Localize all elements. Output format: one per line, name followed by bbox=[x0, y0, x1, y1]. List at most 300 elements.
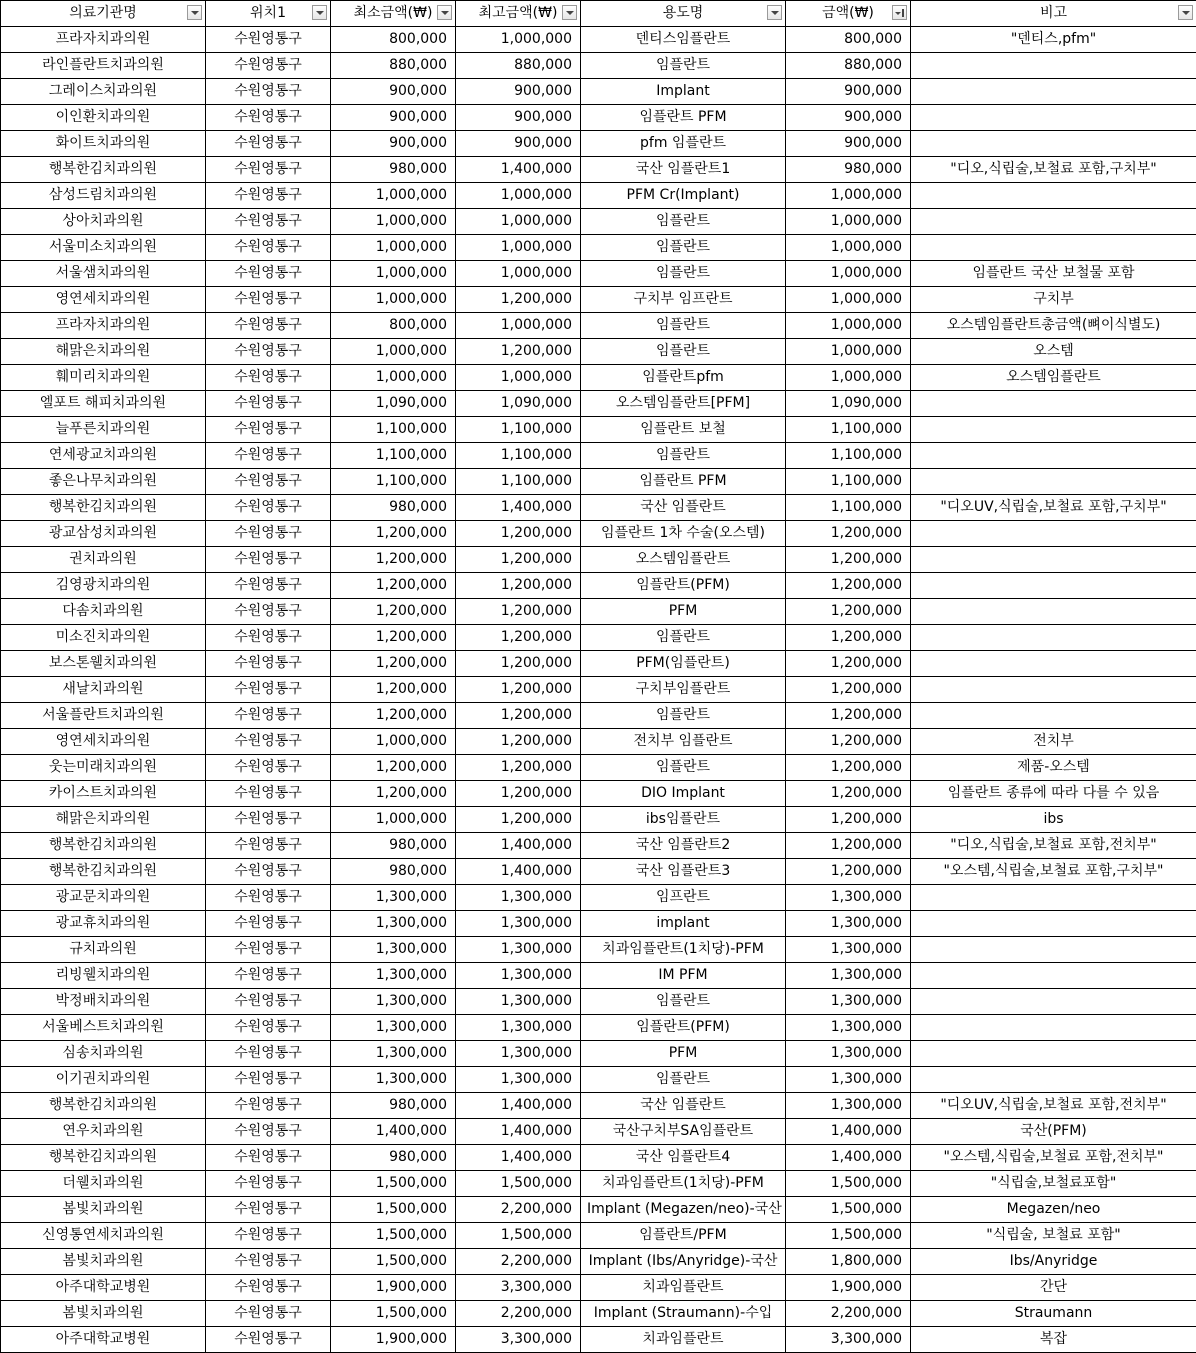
usage-name-cell[interactable]: 오스템임플란트[PFM] bbox=[581, 391, 786, 417]
facility-name-cell[interactable]: 영연세치과의원 bbox=[1, 729, 206, 755]
remarks-cell[interactable] bbox=[911, 443, 1196, 469]
facility-name-cell[interactable]: 리빙웰치과의원 bbox=[1, 963, 206, 989]
facility-name-cell[interactable]: 서울베스트치과의원 bbox=[1, 1015, 206, 1041]
remarks-cell[interactable]: "디오UV,식립술,보철료 포함,구치부" bbox=[911, 495, 1196, 521]
max-price-cell[interactable]: 1,300,000 bbox=[456, 885, 581, 911]
usage-name-cell[interactable]: 국산 임플란트4 bbox=[581, 1145, 786, 1171]
max-price-cell[interactable]: 1,400,000 bbox=[456, 859, 581, 885]
remarks-cell[interactable] bbox=[911, 521, 1196, 547]
amount-cell[interactable]: 1,200,000 bbox=[786, 755, 911, 781]
usage-name-cell[interactable]: 임플란트 bbox=[581, 989, 786, 1015]
min-price-cell[interactable]: 1,200,000 bbox=[331, 651, 456, 677]
facility-name-cell[interactable]: 프라자치과의원 bbox=[1, 313, 206, 339]
max-price-cell[interactable]: 1,300,000 bbox=[456, 911, 581, 937]
usage-name-cell[interactable]: DIO Implant bbox=[581, 781, 786, 807]
usage-name-cell[interactable]: 덴티스임플란트 bbox=[581, 27, 786, 53]
max-price-cell[interactable]: 1,090,000 bbox=[456, 391, 581, 417]
location-cell[interactable]: 수원영통구 bbox=[206, 313, 331, 339]
max-price-cell[interactable]: 1,100,000 bbox=[456, 469, 581, 495]
min-price-cell[interactable]: 1,300,000 bbox=[331, 1041, 456, 1067]
location-cell[interactable]: 수원영통구 bbox=[206, 235, 331, 261]
usage-name-cell[interactable]: 임플란트 bbox=[581, 313, 786, 339]
min-price-cell[interactable]: 1,300,000 bbox=[331, 937, 456, 963]
max-price-cell[interactable]: 1,200,000 bbox=[456, 729, 581, 755]
max-price-cell[interactable]: 1,200,000 bbox=[456, 625, 581, 651]
usage-name-cell[interactable]: 임플란트 bbox=[581, 443, 786, 469]
amount-cell[interactable]: 1,400,000 bbox=[786, 1119, 911, 1145]
filter-button-facility-name[interactable] bbox=[187, 5, 202, 20]
max-price-cell[interactable]: 1,400,000 bbox=[456, 1093, 581, 1119]
usage-name-cell[interactable]: 국산 임플란트2 bbox=[581, 833, 786, 859]
facility-name-cell[interactable]: 서울미소치과의원 bbox=[1, 235, 206, 261]
min-price-cell[interactable]: 1,090,000 bbox=[331, 391, 456, 417]
amount-cell[interactable]: 1,200,000 bbox=[786, 521, 911, 547]
location-cell[interactable]: 수원영통구 bbox=[206, 651, 331, 677]
usage-name-cell[interactable]: 치과임플란트 bbox=[581, 1275, 786, 1301]
min-price-cell[interactable]: 980,000 bbox=[331, 833, 456, 859]
remarks-cell[interactable]: 국산(PFM) bbox=[911, 1119, 1196, 1145]
remarks-cell[interactable] bbox=[911, 417, 1196, 443]
min-price-cell[interactable]: 1,200,000 bbox=[331, 521, 456, 547]
min-price-cell[interactable]: 1,300,000 bbox=[331, 885, 456, 911]
min-price-cell[interactable]: 1,200,000 bbox=[331, 781, 456, 807]
usage-name-cell[interactable]: 임플란트(PFM) bbox=[581, 1015, 786, 1041]
facility-name-cell[interactable]: 라인플란트치과의원 bbox=[1, 53, 206, 79]
remarks-cell[interactable] bbox=[911, 1067, 1196, 1093]
location-cell[interactable]: 수원영통구 bbox=[206, 339, 331, 365]
remarks-cell[interactable]: "디오,식립술,보철료 포함,전치부" bbox=[911, 833, 1196, 859]
remarks-cell[interactable]: 임플란트 국산 보철물 포함 bbox=[911, 261, 1196, 287]
usage-name-cell[interactable]: 국산 임플란트 bbox=[581, 495, 786, 521]
facility-name-cell[interactable]: 봄빛치과의원 bbox=[1, 1249, 206, 1275]
remarks-cell[interactable]: "디오,식립술,보철료 포함,구치부" bbox=[911, 157, 1196, 183]
max-price-cell[interactable]: 2,200,000 bbox=[456, 1249, 581, 1275]
max-price-cell[interactable]: 3,300,000 bbox=[456, 1327, 581, 1353]
min-price-cell[interactable]: 1,200,000 bbox=[331, 573, 456, 599]
facility-name-cell[interactable]: 행복한김치과의원 bbox=[1, 157, 206, 183]
usage-name-cell[interactable]: 국산구치부SA임플란트 bbox=[581, 1119, 786, 1145]
usage-name-cell[interactable]: 임플란트 bbox=[581, 261, 786, 287]
usage-name-cell[interactable]: PFM Cr(Implant) bbox=[581, 183, 786, 209]
min-price-cell[interactable]: 980,000 bbox=[331, 1093, 456, 1119]
max-price-cell[interactable]: 1,000,000 bbox=[456, 209, 581, 235]
usage-name-cell[interactable]: implant bbox=[581, 911, 786, 937]
facility-name-cell[interactable]: 행복한김치과의원 bbox=[1, 859, 206, 885]
remarks-cell[interactable] bbox=[911, 885, 1196, 911]
amount-cell[interactable]: 1,200,000 bbox=[786, 599, 911, 625]
max-price-cell[interactable]: 1,500,000 bbox=[456, 1171, 581, 1197]
facility-name-cell[interactable]: 새날치과의원 bbox=[1, 677, 206, 703]
location-cell[interactable]: 수원영통구 bbox=[206, 1015, 331, 1041]
amount-cell[interactable]: 1,090,000 bbox=[786, 391, 911, 417]
location-cell[interactable]: 수원영통구 bbox=[206, 469, 331, 495]
location-cell[interactable]: 수원영통구 bbox=[206, 859, 331, 885]
amount-cell[interactable]: 1,000,000 bbox=[786, 287, 911, 313]
max-price-cell[interactable]: 1,000,000 bbox=[456, 365, 581, 391]
usage-name-cell[interactable]: 국산 임플란트 bbox=[581, 1093, 786, 1119]
max-price-cell[interactable]: 1,400,000 bbox=[456, 833, 581, 859]
amount-cell[interactable]: 1,200,000 bbox=[786, 833, 911, 859]
amount-cell[interactable]: 1,300,000 bbox=[786, 1041, 911, 1067]
remarks-cell[interactable] bbox=[911, 963, 1196, 989]
facility-name-cell[interactable]: 서울샘치과의원 bbox=[1, 261, 206, 287]
amount-cell[interactable]: 2,200,000 bbox=[786, 1301, 911, 1327]
facility-name-cell[interactable]: 해맑은치과의원 bbox=[1, 807, 206, 833]
location-cell[interactable]: 수원영통구 bbox=[206, 1145, 331, 1171]
amount-cell[interactable]: 800,000 bbox=[786, 27, 911, 53]
remarks-cell[interactable]: "오스템,식립술,보철료 포함,구치부" bbox=[911, 859, 1196, 885]
amount-cell[interactable]: 1,200,000 bbox=[786, 677, 911, 703]
remarks-cell[interactable]: 오스템 bbox=[911, 339, 1196, 365]
facility-name-cell[interactable]: 훼미리치과의원 bbox=[1, 365, 206, 391]
filter-button-amount[interactable] bbox=[892, 5, 907, 20]
facility-name-cell[interactable]: 보스톤웰치과의원 bbox=[1, 651, 206, 677]
min-price-cell[interactable]: 1,200,000 bbox=[331, 547, 456, 573]
max-price-cell[interactable]: 2,200,000 bbox=[456, 1301, 581, 1327]
facility-name-cell[interactable]: 김영광치과의원 bbox=[1, 573, 206, 599]
amount-cell[interactable]: 1,300,000 bbox=[786, 1015, 911, 1041]
remarks-cell[interactable] bbox=[911, 703, 1196, 729]
usage-name-cell[interactable]: pfm 임플란트 bbox=[581, 131, 786, 157]
location-cell[interactable]: 수원영통구 bbox=[206, 1275, 331, 1301]
amount-cell[interactable]: 1,200,000 bbox=[786, 651, 911, 677]
facility-name-cell[interactable]: 광교삼성치과의원 bbox=[1, 521, 206, 547]
location-cell[interactable]: 수원영통구 bbox=[206, 963, 331, 989]
usage-name-cell[interactable]: 임플란트 bbox=[581, 53, 786, 79]
location-cell[interactable]: 수원영통구 bbox=[206, 781, 331, 807]
facility-name-cell[interactable]: 엘포트 해피치과의원 bbox=[1, 391, 206, 417]
remarks-cell[interactable]: Megazen/neo bbox=[911, 1197, 1196, 1223]
remarks-cell[interactable] bbox=[911, 547, 1196, 573]
facility-name-cell[interactable]: 해맑은치과의원 bbox=[1, 339, 206, 365]
usage-name-cell[interactable]: Implant (Ibs/Anyridge)-국산 bbox=[581, 1249, 786, 1275]
min-price-cell[interactable]: 1,100,000 bbox=[331, 469, 456, 495]
amount-cell[interactable]: 900,000 bbox=[786, 79, 911, 105]
amount-cell[interactable]: 1,000,000 bbox=[786, 339, 911, 365]
usage-name-cell[interactable]: 오스템임플란트 bbox=[581, 547, 786, 573]
max-price-cell[interactable]: 1,000,000 bbox=[456, 235, 581, 261]
max-price-cell[interactable]: 1,400,000 bbox=[456, 157, 581, 183]
usage-name-cell[interactable]: 임플란트 bbox=[581, 339, 786, 365]
usage-name-cell[interactable]: 임플란트 bbox=[581, 625, 786, 651]
facility-name-cell[interactable]: 이인환치과의원 bbox=[1, 105, 206, 131]
min-price-cell[interactable]: 1,200,000 bbox=[331, 703, 456, 729]
max-price-cell[interactable]: 1,200,000 bbox=[456, 599, 581, 625]
max-price-cell[interactable]: 2,200,000 bbox=[456, 1197, 581, 1223]
usage-name-cell[interactable]: ibs임플란트 bbox=[581, 807, 786, 833]
remarks-cell[interactable] bbox=[911, 989, 1196, 1015]
facility-name-cell[interactable]: 연우치과의원 bbox=[1, 1119, 206, 1145]
usage-name-cell[interactable]: 임플란트 1차 수술(오스템) bbox=[581, 521, 786, 547]
location-cell[interactable]: 수원영통구 bbox=[206, 807, 331, 833]
max-price-cell[interactable]: 1,200,000 bbox=[456, 677, 581, 703]
location-cell[interactable]: 수원영통구 bbox=[206, 547, 331, 573]
location-cell[interactable]: 수원영통구 bbox=[206, 1197, 331, 1223]
min-price-cell[interactable]: 1,000,000 bbox=[331, 183, 456, 209]
facility-name-cell[interactable]: 행복한김치과의원 bbox=[1, 1145, 206, 1171]
min-price-cell[interactable]: 1,500,000 bbox=[331, 1223, 456, 1249]
location-cell[interactable]: 수원영통구 bbox=[206, 989, 331, 1015]
max-price-cell[interactable]: 1,300,000 bbox=[456, 1067, 581, 1093]
usage-name-cell[interactable]: 임플란트/PFM bbox=[581, 1223, 786, 1249]
remarks-cell[interactable] bbox=[911, 651, 1196, 677]
location-cell[interactable]: 수원영통구 bbox=[206, 1327, 331, 1353]
remarks-cell[interactable] bbox=[911, 235, 1196, 261]
usage-name-cell[interactable]: IM PFM bbox=[581, 963, 786, 989]
min-price-cell[interactable]: 1,000,000 bbox=[331, 209, 456, 235]
facility-name-cell[interactable]: 행복한김치과의원 bbox=[1, 1093, 206, 1119]
min-price-cell[interactable]: 980,000 bbox=[331, 157, 456, 183]
remarks-cell[interactable] bbox=[911, 469, 1196, 495]
remarks-cell[interactable] bbox=[911, 131, 1196, 157]
location-cell[interactable]: 수원영통구 bbox=[206, 443, 331, 469]
facility-name-cell[interactable]: 좋은나무치과의원 bbox=[1, 469, 206, 495]
remarks-cell[interactable] bbox=[911, 573, 1196, 599]
amount-cell[interactable]: 1,100,000 bbox=[786, 417, 911, 443]
location-cell[interactable]: 수원영통구 bbox=[206, 625, 331, 651]
usage-name-cell[interactable]: 치과임플란트(1치당)-PFM bbox=[581, 1171, 786, 1197]
amount-cell[interactable]: 1,000,000 bbox=[786, 313, 911, 339]
usage-name-cell[interactable]: 전치부 임플란트 bbox=[581, 729, 786, 755]
location-cell[interactable]: 수원영통구 bbox=[206, 937, 331, 963]
min-price-cell[interactable]: 1,200,000 bbox=[331, 599, 456, 625]
remarks-cell[interactable] bbox=[911, 937, 1196, 963]
remarks-cell[interactable] bbox=[911, 599, 1196, 625]
usage-name-cell[interactable]: 임플란트 PFM bbox=[581, 105, 786, 131]
location-cell[interactable]: 수원영통구 bbox=[206, 1041, 331, 1067]
usage-name-cell[interactable]: Implant (Megazen/neo)-국산 bbox=[581, 1197, 786, 1223]
location-cell[interactable]: 수원영통구 bbox=[206, 1067, 331, 1093]
amount-cell[interactable]: 1,000,000 bbox=[786, 183, 911, 209]
min-price-cell[interactable]: 900,000 bbox=[331, 105, 456, 131]
facility-name-cell[interactable]: 연세광교치과의원 bbox=[1, 443, 206, 469]
max-price-cell[interactable]: 900,000 bbox=[456, 79, 581, 105]
location-cell[interactable]: 수원영통구 bbox=[206, 729, 331, 755]
usage-name-cell[interactable]: 국산 임플란트1 bbox=[581, 157, 786, 183]
max-price-cell[interactable]: 1,500,000 bbox=[456, 1223, 581, 1249]
facility-name-cell[interactable]: 광교문치과의원 bbox=[1, 885, 206, 911]
remarks-cell[interactable]: 오스템임플란트총금액(뼈이식별도) bbox=[911, 313, 1196, 339]
amount-cell[interactable]: 1,300,000 bbox=[786, 989, 911, 1015]
usage-name-cell[interactable]: 임플란트 bbox=[581, 209, 786, 235]
amount-cell[interactable]: 1,200,000 bbox=[786, 781, 911, 807]
min-price-cell[interactable]: 1,300,000 bbox=[331, 911, 456, 937]
facility-name-cell[interactable]: 더웰치과의원 bbox=[1, 1171, 206, 1197]
min-price-cell[interactable]: 1,200,000 bbox=[331, 677, 456, 703]
remarks-cell[interactable]: 전치부 bbox=[911, 729, 1196, 755]
amount-cell[interactable]: 1,200,000 bbox=[786, 859, 911, 885]
amount-cell[interactable]: 1,100,000 bbox=[786, 495, 911, 521]
location-cell[interactable]: 수원영통구 bbox=[206, 391, 331, 417]
amount-cell[interactable]: 1,500,000 bbox=[786, 1197, 911, 1223]
usage-name-cell[interactable]: 구치부임플란트 bbox=[581, 677, 786, 703]
max-price-cell[interactable]: 1,200,000 bbox=[456, 547, 581, 573]
location-cell[interactable]: 수원영통구 bbox=[206, 521, 331, 547]
usage-name-cell[interactable]: 국산 임플란트3 bbox=[581, 859, 786, 885]
min-price-cell[interactable]: 1,500,000 bbox=[331, 1301, 456, 1327]
min-price-cell[interactable]: 1,500,000 bbox=[331, 1171, 456, 1197]
location-cell[interactable]: 수원영통구 bbox=[206, 105, 331, 131]
min-price-cell[interactable]: 1,200,000 bbox=[331, 755, 456, 781]
min-price-cell[interactable]: 1,500,000 bbox=[331, 1249, 456, 1275]
usage-name-cell[interactable]: PFM bbox=[581, 1041, 786, 1067]
remarks-cell[interactable]: Straumann bbox=[911, 1301, 1196, 1327]
remarks-cell[interactable]: "덴티스,pfm" bbox=[911, 27, 1196, 53]
min-price-cell[interactable]: 1,400,000 bbox=[331, 1119, 456, 1145]
amount-cell[interactable]: 1,000,000 bbox=[786, 261, 911, 287]
location-cell[interactable]: 수원영통구 bbox=[206, 1093, 331, 1119]
location-cell[interactable]: 수원영통구 bbox=[206, 677, 331, 703]
max-price-cell[interactable]: 1,200,000 bbox=[456, 755, 581, 781]
amount-cell[interactable]: 1,500,000 bbox=[786, 1171, 911, 1197]
min-price-cell[interactable]: 1,900,000 bbox=[331, 1275, 456, 1301]
facility-name-cell[interactable]: 심송치과의원 bbox=[1, 1041, 206, 1067]
remarks-cell[interactable]: 복잡 bbox=[911, 1327, 1196, 1353]
usage-name-cell[interactable]: 임플란트 보철 bbox=[581, 417, 786, 443]
max-price-cell[interactable]: 1,200,000 bbox=[456, 339, 581, 365]
filter-button-max-price[interactable] bbox=[562, 5, 577, 20]
amount-cell[interactable]: 3,300,000 bbox=[786, 1327, 911, 1353]
max-price-cell[interactable]: 880,000 bbox=[456, 53, 581, 79]
location-cell[interactable]: 수원영통구 bbox=[206, 573, 331, 599]
facility-name-cell[interactable]: 서울플란트치과의원 bbox=[1, 703, 206, 729]
facility-name-cell[interactable]: 봄빛치과의원 bbox=[1, 1197, 206, 1223]
remarks-cell[interactable]: 임플란트 종류에 따라 다를 수 있음 bbox=[911, 781, 1196, 807]
remarks-cell[interactable]: "식립술,보철료포함" bbox=[911, 1171, 1196, 1197]
remarks-cell[interactable] bbox=[911, 911, 1196, 937]
location-cell[interactable]: 수원영통구 bbox=[206, 157, 331, 183]
max-price-cell[interactable]: 1,400,000 bbox=[456, 1145, 581, 1171]
usage-name-cell[interactable]: 임프란트 bbox=[581, 885, 786, 911]
remarks-cell[interactable] bbox=[911, 677, 1196, 703]
max-price-cell[interactable]: 3,300,000 bbox=[456, 1275, 581, 1301]
min-price-cell[interactable]: 1,000,000 bbox=[331, 729, 456, 755]
location-cell[interactable]: 수원영통구 bbox=[206, 79, 331, 105]
usage-name-cell[interactable]: PFM bbox=[581, 599, 786, 625]
facility-name-cell[interactable]: 카이스트치과의원 bbox=[1, 781, 206, 807]
min-price-cell[interactable]: 1,000,000 bbox=[331, 287, 456, 313]
usage-name-cell[interactable]: Implant bbox=[581, 79, 786, 105]
min-price-cell[interactable]: 1,000,000 bbox=[331, 807, 456, 833]
min-price-cell[interactable]: 1,000,000 bbox=[331, 339, 456, 365]
max-price-cell[interactable]: 1,300,000 bbox=[456, 937, 581, 963]
remarks-cell[interactable]: ibs bbox=[911, 807, 1196, 833]
usage-name-cell[interactable]: PFM(임플란트) bbox=[581, 651, 786, 677]
max-price-cell[interactable]: 1,200,000 bbox=[456, 807, 581, 833]
min-price-cell[interactable]: 1,100,000 bbox=[331, 443, 456, 469]
min-price-cell[interactable]: 1,500,000 bbox=[331, 1197, 456, 1223]
filter-button-location[interactable] bbox=[312, 5, 327, 20]
usage-name-cell[interactable]: 임플란트 bbox=[581, 235, 786, 261]
remarks-cell[interactable]: 오스템임플란트 bbox=[911, 365, 1196, 391]
max-price-cell[interactable]: 1,400,000 bbox=[456, 495, 581, 521]
facility-name-cell[interactable]: 이기권치과의원 bbox=[1, 1067, 206, 1093]
max-price-cell[interactable]: 1,000,000 bbox=[456, 261, 581, 287]
amount-cell[interactable]: 1,000,000 bbox=[786, 235, 911, 261]
location-cell[interactable]: 수원영통구 bbox=[206, 703, 331, 729]
location-cell[interactable]: 수원영통구 bbox=[206, 1223, 331, 1249]
remarks-cell[interactable]: 구치부 bbox=[911, 287, 1196, 313]
remarks-cell[interactable] bbox=[911, 183, 1196, 209]
max-price-cell[interactable]: 1,100,000 bbox=[456, 417, 581, 443]
min-price-cell[interactable]: 1,300,000 bbox=[331, 963, 456, 989]
amount-cell[interactable]: 1,300,000 bbox=[786, 885, 911, 911]
max-price-cell[interactable]: 900,000 bbox=[456, 131, 581, 157]
min-price-cell[interactable]: 980,000 bbox=[331, 495, 456, 521]
usage-name-cell[interactable]: 임플란트pfm bbox=[581, 365, 786, 391]
filter-button-usage-name[interactable] bbox=[767, 5, 782, 20]
location-cell[interactable]: 수원영통구 bbox=[206, 1119, 331, 1145]
min-price-cell[interactable]: 1,200,000 bbox=[331, 625, 456, 651]
facility-name-cell[interactable]: 삼성드림치과의원 bbox=[1, 183, 206, 209]
usage-name-cell[interactable]: 임플란트 PFM bbox=[581, 469, 786, 495]
remarks-cell[interactable]: "오스템,식립술,보철료 포함,전치부" bbox=[911, 1145, 1196, 1171]
remarks-cell[interactable] bbox=[911, 53, 1196, 79]
amount-cell[interactable]: 1,300,000 bbox=[786, 963, 911, 989]
facility-name-cell[interactable]: 그레이스치과의원 bbox=[1, 79, 206, 105]
max-price-cell[interactable]: 1,100,000 bbox=[456, 443, 581, 469]
location-cell[interactable]: 수원영통구 bbox=[206, 885, 331, 911]
remarks-cell[interactable] bbox=[911, 209, 1196, 235]
min-price-cell[interactable]: 1,900,000 bbox=[331, 1327, 456, 1353]
min-price-cell[interactable]: 980,000 bbox=[331, 1145, 456, 1171]
usage-name-cell[interactable]: 치과임플란트 bbox=[581, 1327, 786, 1353]
remarks-cell[interactable] bbox=[911, 391, 1196, 417]
location-cell[interactable]: 수원영통구 bbox=[206, 1249, 331, 1275]
usage-name-cell[interactable]: 임플란트 bbox=[581, 1067, 786, 1093]
facility-name-cell[interactable]: 아주대학교병원 bbox=[1, 1327, 206, 1353]
usage-name-cell[interactable]: Implant (Straumann)-수입 bbox=[581, 1301, 786, 1327]
max-price-cell[interactable]: 1,000,000 bbox=[456, 27, 581, 53]
amount-cell[interactable]: 1,000,000 bbox=[786, 365, 911, 391]
usage-name-cell[interactable]: 치과임플란트(1치당)-PFM bbox=[581, 937, 786, 963]
max-price-cell[interactable]: 1,300,000 bbox=[456, 1041, 581, 1067]
facility-name-cell[interactable]: 신영통연세치과의원 bbox=[1, 1223, 206, 1249]
amount-cell[interactable]: 900,000 bbox=[786, 105, 911, 131]
location-cell[interactable]: 수원영통구 bbox=[206, 209, 331, 235]
amount-cell[interactable]: 1,800,000 bbox=[786, 1249, 911, 1275]
max-price-cell[interactable]: 1,000,000 bbox=[456, 183, 581, 209]
location-cell[interactable]: 수원영통구 bbox=[206, 833, 331, 859]
location-cell[interactable]: 수원영통구 bbox=[206, 495, 331, 521]
max-price-cell[interactable]: 1,300,000 bbox=[456, 989, 581, 1015]
amount-cell[interactable]: 1,500,000 bbox=[786, 1223, 911, 1249]
min-price-cell[interactable]: 1,000,000 bbox=[331, 261, 456, 287]
location-cell[interactable]: 수원영통구 bbox=[206, 27, 331, 53]
location-cell[interactable]: 수원영통구 bbox=[206, 1171, 331, 1197]
min-price-cell[interactable]: 1,100,000 bbox=[331, 417, 456, 443]
amount-cell[interactable]: 1,200,000 bbox=[786, 807, 911, 833]
location-cell[interactable]: 수원영통구 bbox=[206, 911, 331, 937]
min-price-cell[interactable]: 1,300,000 bbox=[331, 1015, 456, 1041]
min-price-cell[interactable]: 900,000 bbox=[331, 79, 456, 105]
facility-name-cell[interactable]: 상아치과의원 bbox=[1, 209, 206, 235]
location-cell[interactable]: 수원영통구 bbox=[206, 1301, 331, 1327]
location-cell[interactable]: 수원영통구 bbox=[206, 599, 331, 625]
max-price-cell[interactable]: 1,300,000 bbox=[456, 1015, 581, 1041]
location-cell[interactable]: 수원영통구 bbox=[206, 365, 331, 391]
facility-name-cell[interactable]: 봄빛치과의원 bbox=[1, 1301, 206, 1327]
remarks-cell[interactable]: "디오UV,식립술,보철료 포함,전치부" bbox=[911, 1093, 1196, 1119]
min-price-cell[interactable]: 880,000 bbox=[331, 53, 456, 79]
usage-name-cell[interactable]: 임플란트 bbox=[581, 703, 786, 729]
facility-name-cell[interactable]: 영연세치과의원 bbox=[1, 287, 206, 313]
remarks-cell[interactable] bbox=[911, 1015, 1196, 1041]
amount-cell[interactable]: 880,000 bbox=[786, 53, 911, 79]
min-price-cell[interactable]: 900,000 bbox=[331, 131, 456, 157]
facility-name-cell[interactable]: 화이트치과의원 bbox=[1, 131, 206, 157]
facility-name-cell[interactable]: 프라자치과의원 bbox=[1, 27, 206, 53]
